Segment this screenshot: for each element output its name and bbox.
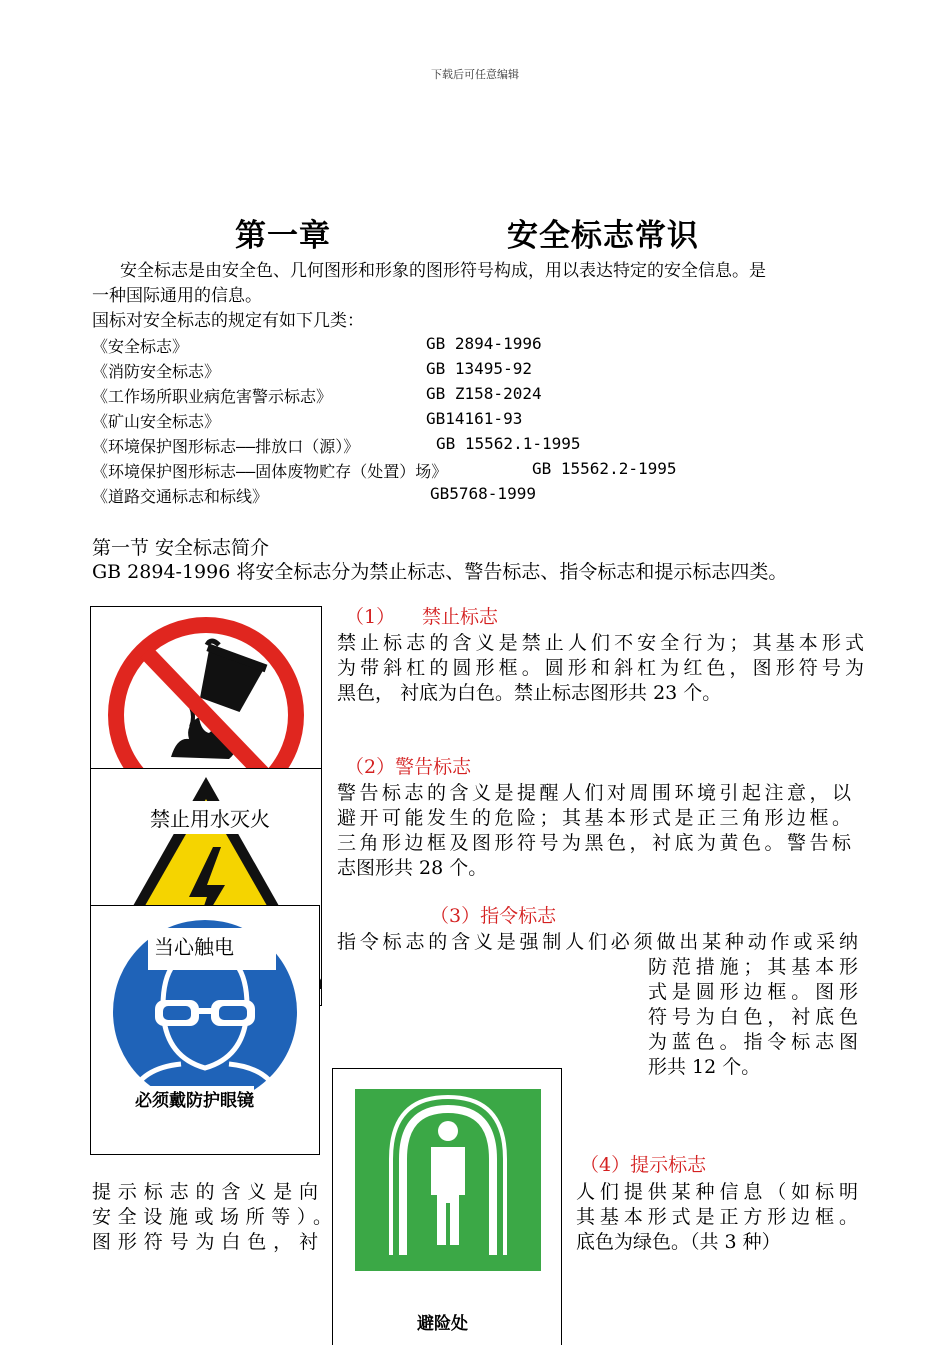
prohibition-text-line: 为带斜杠的圆形框。圆形和斜杠为红色，图形符号为 xyxy=(337,657,864,679)
mandatory-text-line: 防范措施；其基本形 xyxy=(648,956,858,978)
mandatory-text-line: 形共 12 个。 xyxy=(648,1056,761,1078)
information-text-right: 人们提供某种信息（如标明 xyxy=(576,1181,858,1203)
mandatory-text-line: 为蓝色。指令标志图 xyxy=(648,1031,858,1053)
chapter-title: 安全标志常识 xyxy=(507,218,699,254)
emergency-shelter-icon xyxy=(333,1069,561,1345)
standard-code: GB14161-93 xyxy=(426,409,523,428)
mandatory-text-line: 符号为白色，衬底色 xyxy=(648,1006,858,1028)
mandatory-sign-caption: 必须戴防护眼镜 xyxy=(135,1086,254,1111)
no-water-extinguish-icon xyxy=(91,607,321,769)
standard-code: GB 2894-1996 xyxy=(426,334,542,353)
warning-text-line: 避开可能发生的危险；其基本形式是正三角形边框。 xyxy=(337,807,851,829)
information-sign-image xyxy=(332,1068,562,1345)
information-sign-caption: 避险处 xyxy=(417,1314,468,1334)
standard-name: 《道路交通标志和标线》 xyxy=(92,487,269,506)
standard-code: GB5768-1999 xyxy=(430,484,536,503)
warning-heading: （2）警告标志 xyxy=(345,756,472,778)
information-text-left: 提示标志的含义是向 xyxy=(92,1181,318,1203)
intro-line-2: 一种国际通用的信息。 xyxy=(92,286,262,306)
prohibition-heading-num: （1） xyxy=(345,606,396,628)
standard-name: 《环境保护图形标志——固体废物贮存（处置）场》 xyxy=(92,462,448,481)
chapter-label: 第一章 xyxy=(235,218,331,254)
prohibition-text-line: 黑色， 衬底为白色。禁止标志图形共 23 个。 xyxy=(337,682,722,704)
standard-name: 《消防安全标志》 xyxy=(92,362,221,381)
mandatory-text-line: 指令标志的含义是强制人们必须做出某种动作或采纳 xyxy=(337,931,858,953)
mandatory-text-line: 式是圆形边框。图形 xyxy=(648,981,858,1003)
standard-code: GB Z158-2024 xyxy=(426,384,542,403)
warning-text-line: 志图形共 28 个。 xyxy=(337,857,488,879)
information-heading: （4）提示标志 xyxy=(580,1154,707,1176)
warning-text-line: 三角形边框及图形符号为黑色，衬底为黄色。警告标 xyxy=(337,832,851,854)
information-text-left: 图形符号为白色，衬 xyxy=(92,1231,318,1253)
information-text-left: 安全设施或场所等）。 xyxy=(92,1206,332,1228)
warning-text-line: 警告标志的含义是提醒人们对周围环境引起注意，以 xyxy=(337,782,851,804)
standard-code: GB 15562.1-1995 xyxy=(436,434,581,453)
warning-sign-caption-overlay: 当心触电 xyxy=(148,928,276,970)
page-header: 下载后可任意编辑 xyxy=(431,68,519,81)
mandatory-heading: （3）指令标志 xyxy=(430,905,557,927)
information-text-right: 其基本形式是正方形边框。 xyxy=(576,1206,858,1228)
standard-name: 《矿山安全标志》 xyxy=(92,412,221,431)
standard-name: 《安全标志》 xyxy=(92,337,189,356)
standard-code: GB 15562.2-1995 xyxy=(532,459,677,478)
prohibition-sign-image xyxy=(90,606,322,770)
prohibition-sign-caption: 禁止用水灭火 xyxy=(147,801,273,834)
standard-name: 《环境保护图形标志——排放口（源）》 xyxy=(92,437,360,456)
prohibition-heading: 禁止标志 xyxy=(422,606,499,628)
section-heading: 第一节 安全标志简介 xyxy=(92,537,270,559)
information-text-right: 底色为绿色。（共 3 种） xyxy=(576,1231,781,1253)
prohibition-text-line: 禁止标志的含义是禁止人们不安全行为；其基本形式 xyxy=(337,632,864,654)
intro-line-1: 安全标志是由安全色、几何图形和形象的图形符号构成，用以表达特定的安全信息。是 xyxy=(120,261,766,281)
standard-name: 《工作场所职业病危害警示标志》 xyxy=(92,387,333,406)
standard-code: GB 13495-92 xyxy=(426,359,532,378)
section-summary: GB 2894-1996 将安全标志分为禁止标志、警告标志、指令标志和提示标志四类。 xyxy=(92,561,788,583)
intro-line-3: 国标对安全标志的规定有如下几类： xyxy=(92,311,364,331)
